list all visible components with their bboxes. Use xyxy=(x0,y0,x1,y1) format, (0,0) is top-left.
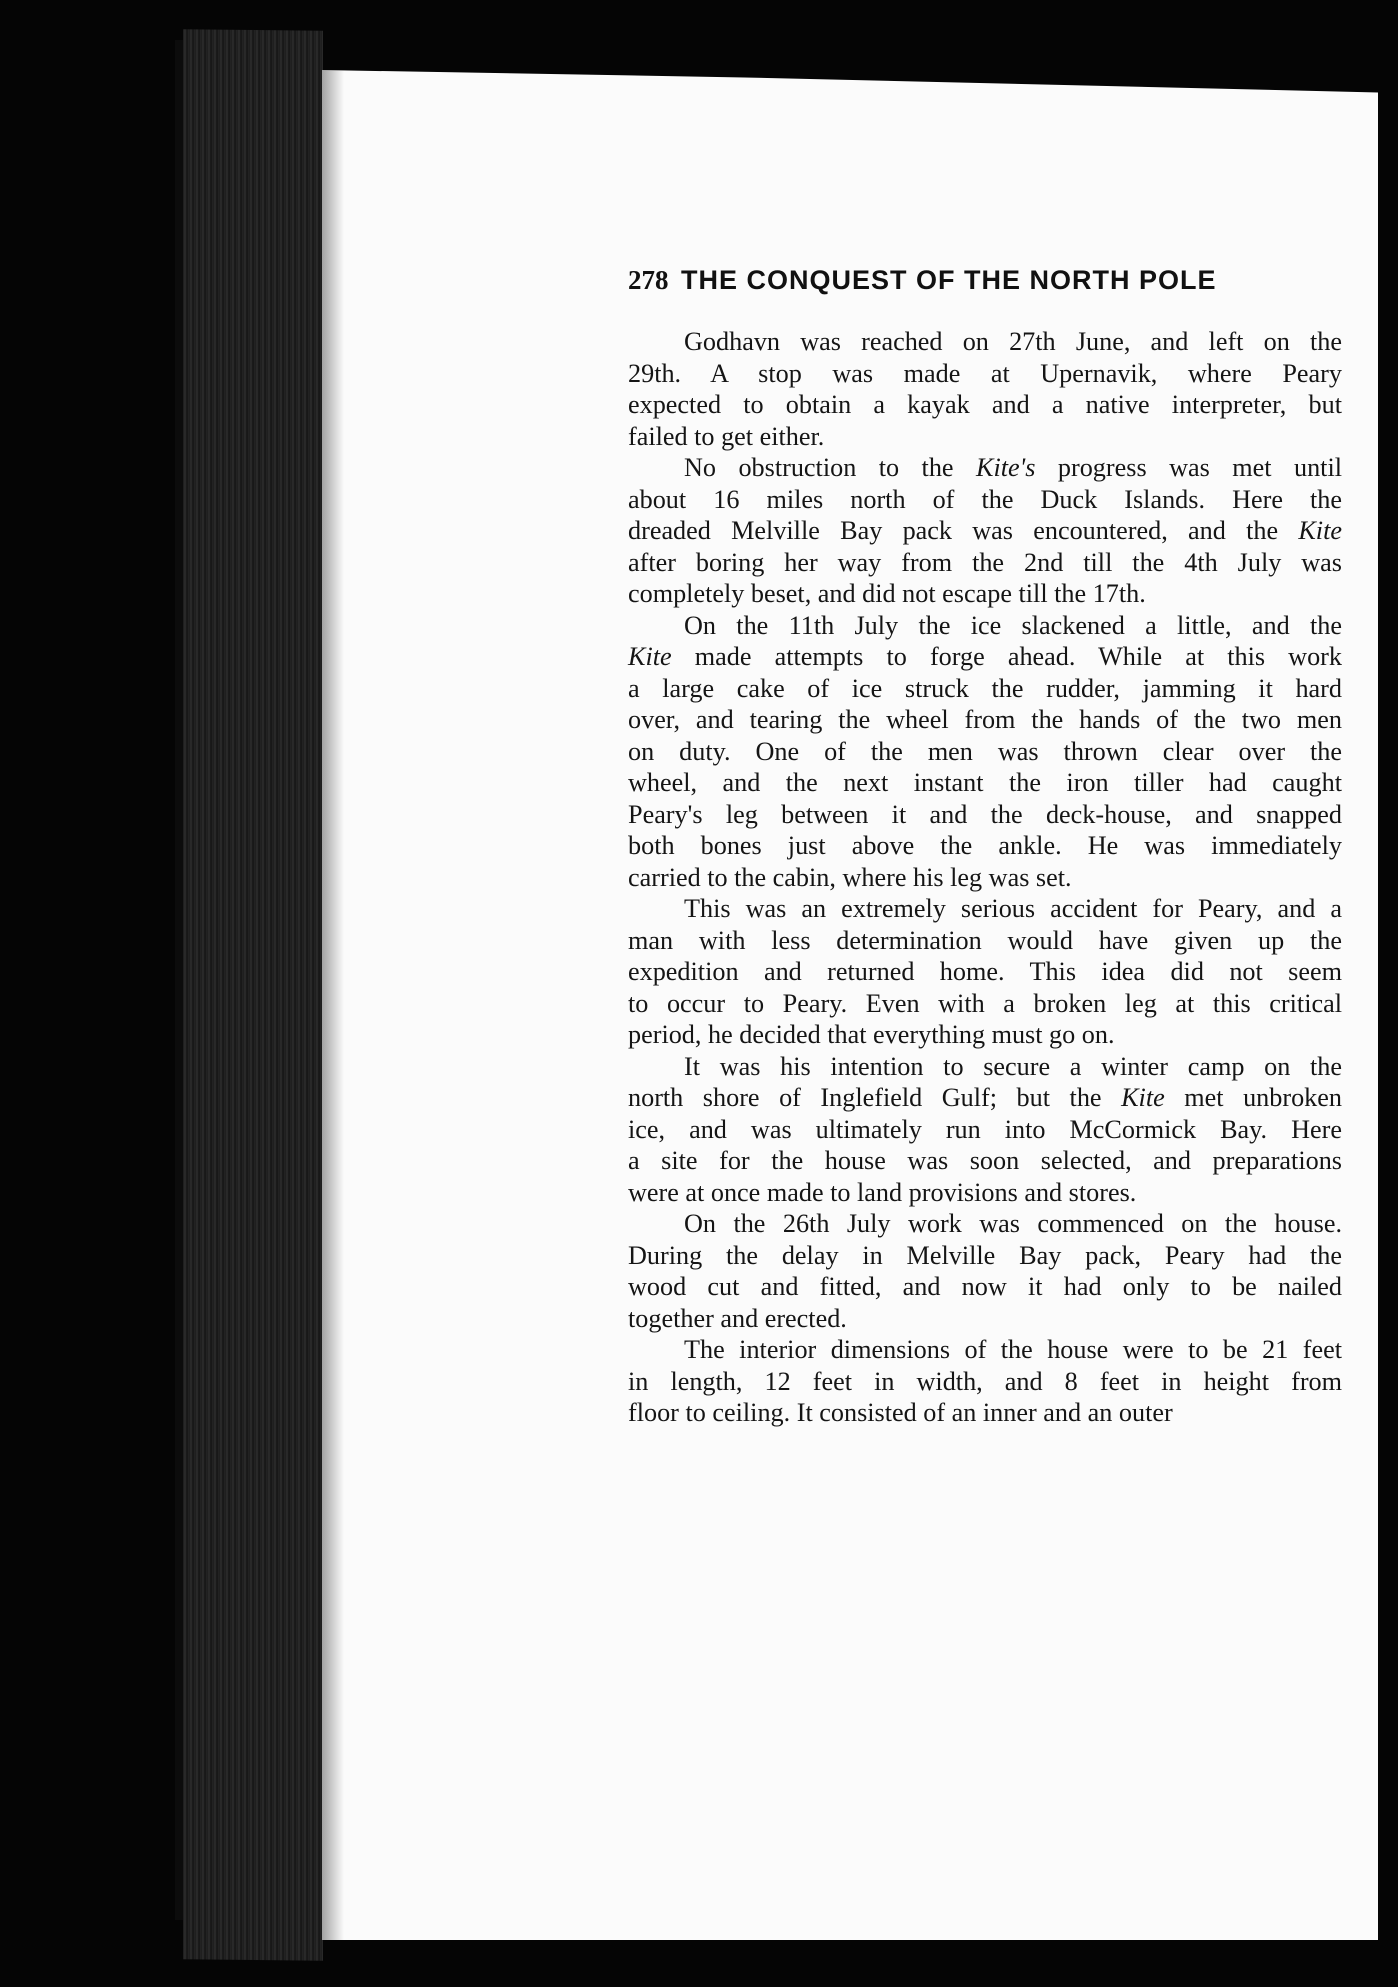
text-line: in length, 12 feet in width, and 8 feet in height from xyxy=(628,1366,1342,1396)
text-line: During the delay in Melville Bay pack, Peary had the xyxy=(628,1240,1342,1270)
text-line: carried to the cabin, where his leg was set. xyxy=(628,862,1072,892)
text-line: period, he decided that everything must go on. xyxy=(628,1020,1115,1049)
paragraph xyxy=(628,1051,1342,1209)
text-line: to occur to Peary. Even with a broken leg at this critical xyxy=(628,988,1342,1018)
text-line: wheel, and the next instant the iron tiller had caught xyxy=(628,768,1342,797)
text-line: ice, and was ultimately run into McCormick Bay. Here xyxy=(628,1114,1342,1144)
text-line: dreaded Melville Bay pack was encountered, and the Kite xyxy=(628,516,1342,545)
text-line: Godhavn was reached on 27th June, and left on the xyxy=(684,327,1342,356)
ship-name: Kite xyxy=(1298,516,1342,545)
paragraph xyxy=(628,452,1342,610)
text-line: expedition and returned home. This idea did not seem xyxy=(628,957,1342,986)
text-line: man with less determination would have given up the xyxy=(628,925,1342,955)
text-line: The interior dimensions of the house were to be 21 feet xyxy=(684,1335,1342,1364)
text-line: No obstruction to the Kite's progress was met until xyxy=(684,453,1342,482)
text-line: 29th. A stop was made at Upernavik, where Peary xyxy=(628,358,1342,388)
book-page-block xyxy=(183,29,323,1960)
ship-name: Kite xyxy=(628,642,672,671)
text-line: It was his intention to secure a winter camp on the xyxy=(684,1051,1342,1081)
text-line: both bones just above the ankle. He was immediately xyxy=(628,831,1342,860)
text-line: after boring her way from the 2nd till the 4th July was xyxy=(628,547,1342,577)
text-line: north shore of Inglefield Gulf; but the Kite met unbroken xyxy=(628,1083,1342,1112)
text-line: completely beset, and did not escape till the 17th. xyxy=(628,579,1146,608)
text-line: together and erected. xyxy=(628,1303,847,1333)
text-line: about 16 miles north of the Duck Islands. Here the xyxy=(628,484,1342,514)
text-line: This was an extremely serious accident for Peary, and a xyxy=(684,894,1342,923)
page-number: 278 xyxy=(628,265,669,295)
text-line: On the 11th July the ice slackened a little, and the xyxy=(684,610,1342,640)
paragraph xyxy=(628,610,1342,894)
paragraph xyxy=(628,326,1342,452)
text-line: Kite made attempts to forge ahead. While at this work xyxy=(628,642,1342,671)
paragraph xyxy=(628,1208,1342,1334)
running-title: THE CONQUEST OF THE NORTH POLE xyxy=(680,265,1217,295)
text-line: Peary's leg between it and the deck-house, and snapped xyxy=(628,799,1342,829)
text-line: floor to ceiling. It consisted of an inner and an outer xyxy=(628,1398,1173,1427)
text-line: on duty. One of the men was thrown clear over the xyxy=(628,736,1342,766)
text-line: On the 26th July work was commenced on the house. xyxy=(684,1209,1342,1238)
text-line: a large cake of ice struck the rudder, jamming it hard xyxy=(628,673,1342,703)
paragraph xyxy=(628,893,1342,1051)
ship-name: Kite xyxy=(1121,1083,1165,1112)
text-line: failed to get either. xyxy=(628,421,825,451)
paragraph xyxy=(628,1334,1342,1429)
text-line: wood cut and fitted, and now it had only to be nailed xyxy=(628,1272,1342,1301)
body-text xyxy=(628,326,1342,1429)
text-line: expected to obtain a kayak and a native interpreter, but xyxy=(628,390,1342,419)
ship-name: Kite's xyxy=(976,453,1036,482)
text-line: a site for the house was soon selected, and preparations xyxy=(628,1146,1342,1175)
page-header xyxy=(628,265,1308,301)
text-line: were at once made to land provisions and stores. xyxy=(628,1177,1137,1207)
page-gutter-shadow xyxy=(322,70,344,1940)
text-line: over, and tearing the wheel from the hands of the two men xyxy=(628,705,1342,734)
